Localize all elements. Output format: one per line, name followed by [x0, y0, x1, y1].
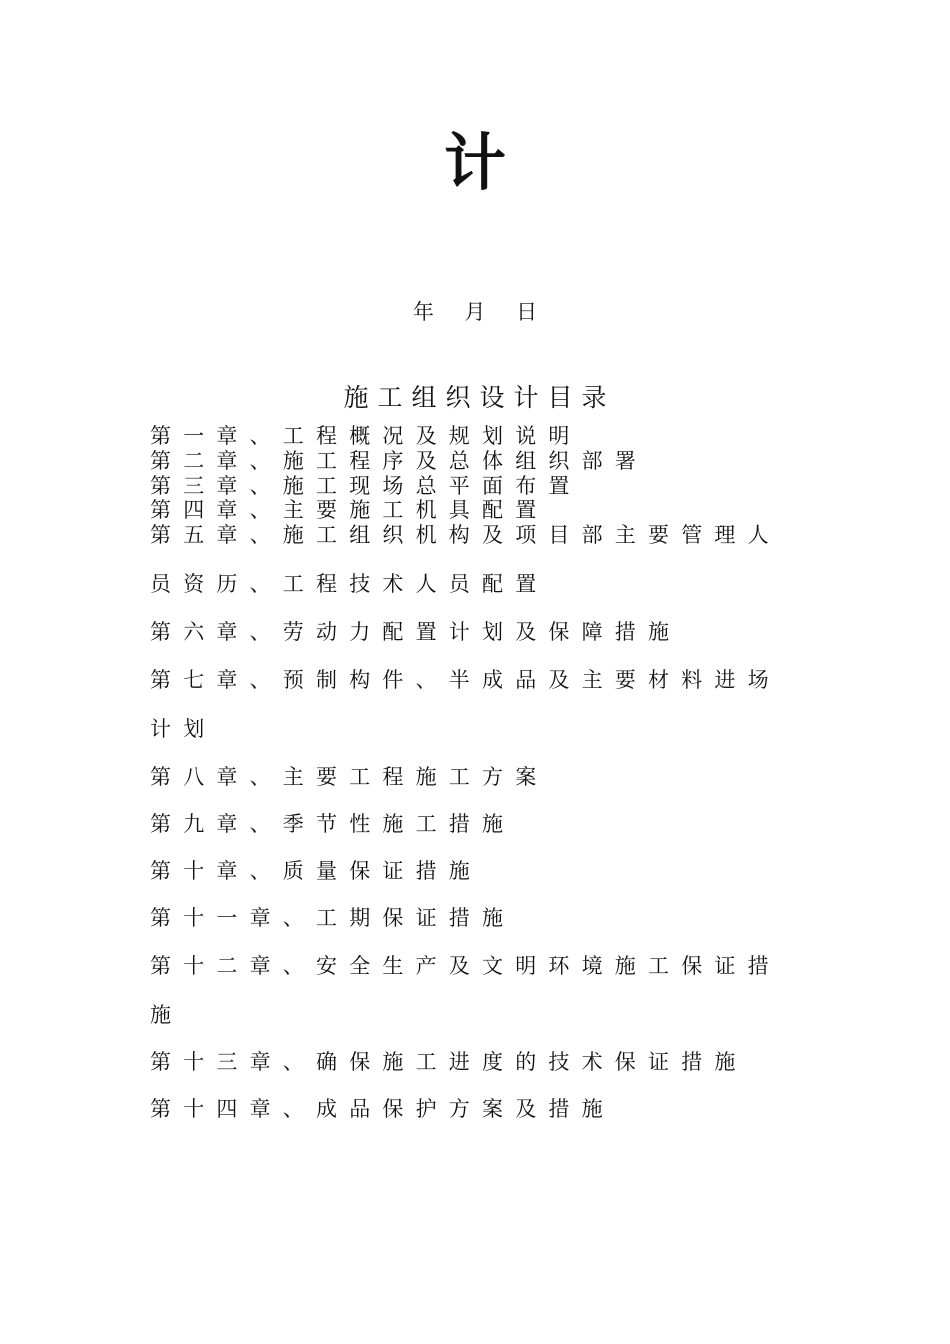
toc-heading: 施工组织设计目录	[343, 383, 616, 412]
toc-item-2: 第二章、施工程序及总体组织部署	[150, 449, 648, 473]
toc-item-13: 第十三章、确保施工进度的技术保证措施	[150, 1050, 748, 1074]
toc-item-6: 第六章、劳动力配置计划及保障措施	[150, 620, 682, 644]
toc-item-4: 第四章、主要施工机具配置	[150, 498, 549, 522]
toc-item-12-cont: 施	[150, 1003, 184, 1027]
toc-item-10: 第十章、质量保证措施	[150, 859, 482, 883]
toc-item-12: 第十二章、安全生产及文明环境施工保证措	[150, 954, 781, 978]
toc-item-1: 第一章、工程概况及规划说明	[150, 424, 582, 448]
toc-item-7: 第七章、预制构件、半成品及主要材料进场	[150, 668, 781, 692]
toc-item-3: 第三章、施工现场总平面布置	[150, 474, 582, 498]
toc-item-5: 第五章、施工组织机构及项目部主要管理人	[150, 523, 781, 547]
toc-item-11: 第十一章、工期保证措施	[150, 906, 516, 930]
document-title-fragment: 计	[443, 126, 506, 199]
toc-item-5-cont: 员资历、工程技术人员配置	[150, 572, 549, 596]
date-line: 年 月 日	[412, 300, 550, 324]
toc-item-7-cont: 计划	[150, 717, 217, 741]
toc-item-8: 第八章、主要工程施工方案	[150, 765, 549, 789]
toc-item-14: 第十四章、成品保护方案及措施	[150, 1097, 615, 1121]
toc-item-9: 第九章、季节性施工措施	[150, 812, 516, 836]
